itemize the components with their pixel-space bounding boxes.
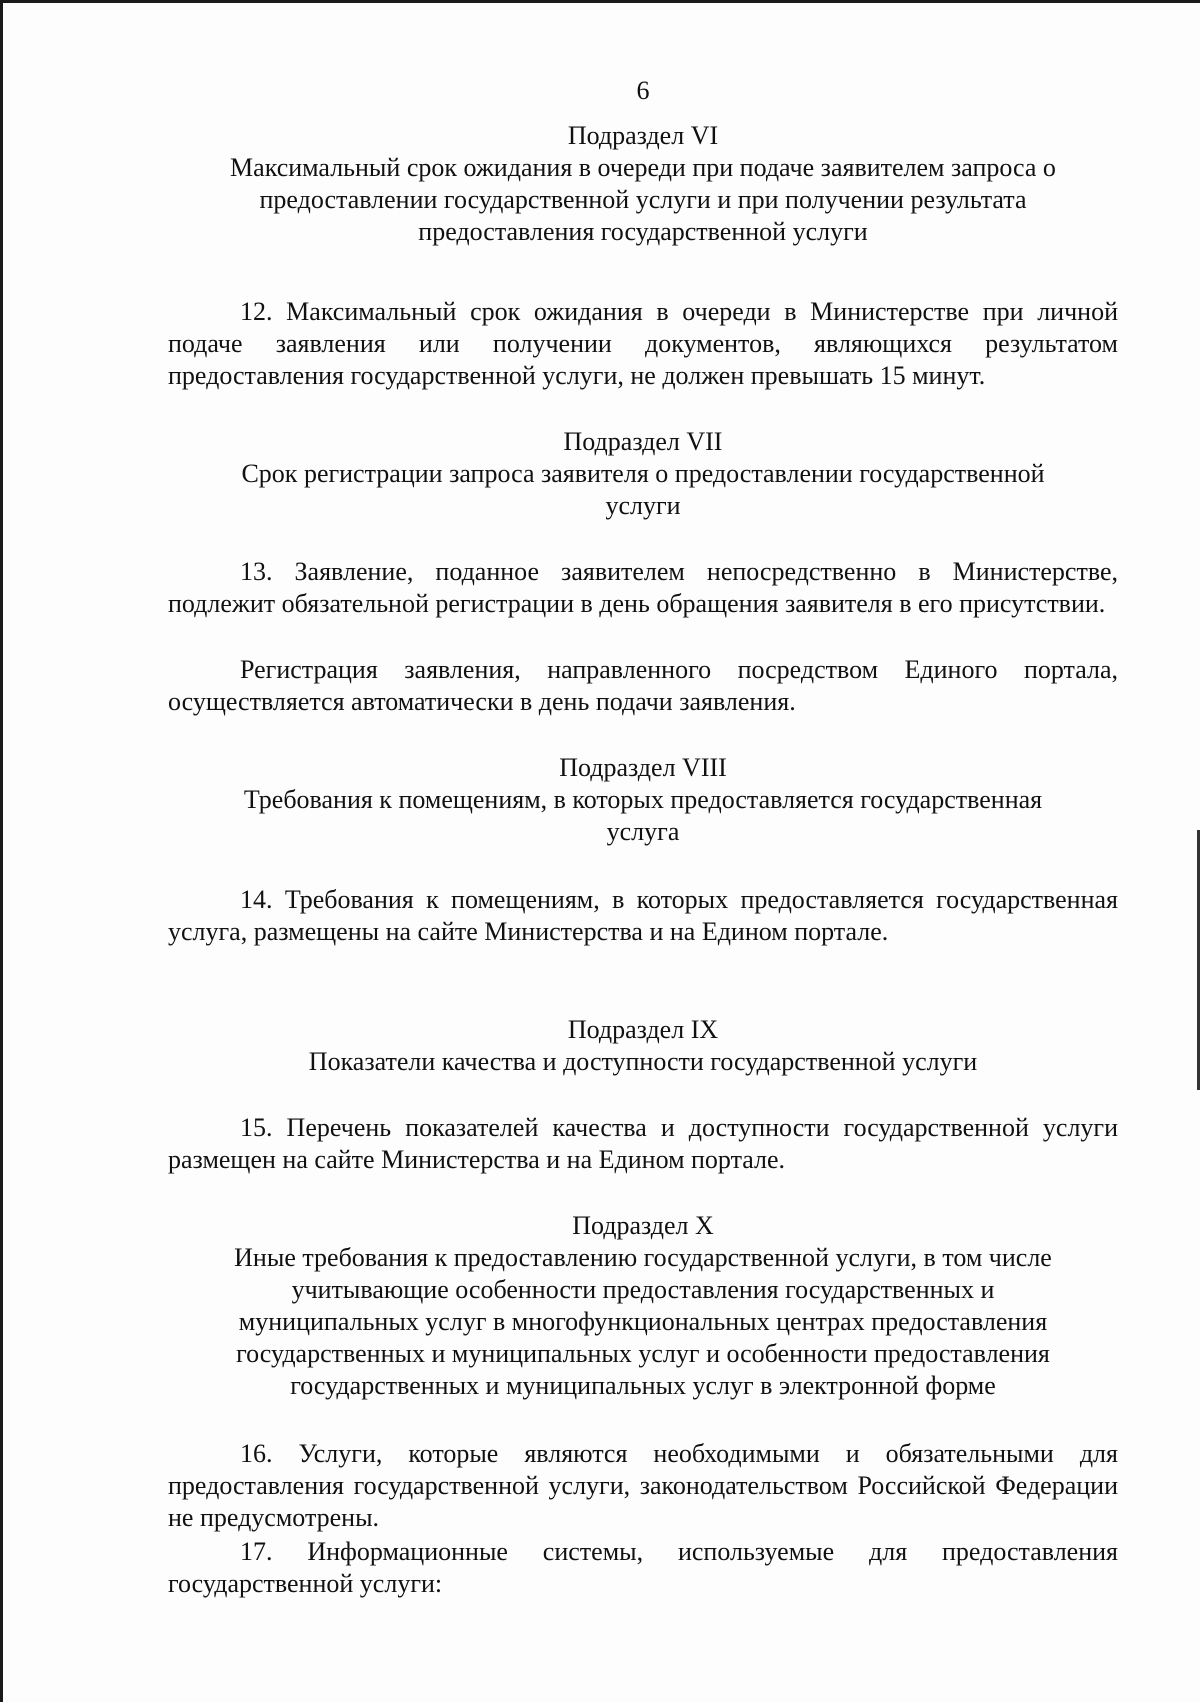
- section-8-heading: [168, 752, 1118, 848]
- page-number: 6: [636, 76, 650, 105]
- subsection-label: Подраздел VIII: [559, 753, 727, 782]
- section-title-line: Иные требования к предоставлению государственной услуги, в том числе: [234, 1243, 1052, 1272]
- section-title-line: учитывающие особенности предоставления государственных и: [291, 1275, 995, 1304]
- paragraph-12: 12. Максимальный срок ожидания в очереди в Министерстве при личной подаче заявления или получении документов, являющихся результатом предоставления государственной услуги, не должен превышать 15 минут.: [168, 297, 1118, 390]
- section-title-line: предоставлении государственной услуги и при получении результата: [259, 185, 1027, 214]
- paragraph-14: 14. Требования к помещениям, в которых предоставляется государственная услуга, размещены на сайте Министерства и на Едином портале.: [168, 885, 1118, 946]
- subsection-label: Подраздел X: [572, 1211, 714, 1240]
- section-title-line: Срок регистрации запроса заявителя о предоставлении государственной: [241, 459, 1045, 488]
- paragraph-16: 16. Услуги, которые являются необходимыми и обязательными для предоставления государственной услуги, законодательством Российской Федерации не предусмотрены.: [168, 1439, 1118, 1532]
- section-title-line: Показатели качества и доступности государственной услуги: [308, 1047, 978, 1076]
- section-title-line: государственных и муниципальных услуг и особенности предоставления: [236, 1339, 1050, 1368]
- subsection-label: Подраздел VII: [563, 427, 723, 456]
- paragraph-13-registration: Регистрация заявления, направленного посредством Единого портала, осуществляется автоматически в день подачи заявления.: [168, 655, 1118, 716]
- section-title-line: государственных и муниципальных услуг в электронной форме: [290, 1371, 996, 1400]
- section-title-line: Требования к помещениям, в которых предоставляется государственная: [243, 785, 1043, 814]
- section-title-line: муниципальных услуг в многофункциональных центрах предоставления: [238, 1307, 1048, 1336]
- scan-edge-left: [0, 0, 3, 1702]
- scan-edge-top: [0, 0, 1200, 3]
- section-title-line: Максимальный срок ожидания в очереди при подаче заявителем запроса о: [230, 153, 1056, 182]
- subsection-label: Подраздел IX: [567, 1015, 719, 1044]
- section-title-line: услуга: [606, 817, 680, 846]
- section-7-heading: [168, 426, 1118, 522]
- section-6-heading: [168, 120, 1118, 248]
- section-title-line: услуги: [605, 491, 681, 520]
- paragraph-15: 15. Перечень показателей качества и доступности государственной услуги размещен на сайте Министерства и на Едином портале.: [168, 1113, 1118, 1174]
- section-10-heading: [168, 1210, 1118, 1402]
- section-9-heading: [168, 1014, 1118, 1078]
- subsection-label: Подраздел VI: [567, 121, 719, 150]
- paragraph-13: 13. Заявление, поданное заявителем непосредственно в Министерстве, подлежит обязательной регистрации в день обращения заявителя в его присутствии.: [168, 557, 1118, 618]
- paragraph-17: 17. Информационные системы, используемые для предоставления государственной услуги:: [168, 1537, 1118, 1598]
- section-title-line: предоставления государственной услуги: [418, 217, 868, 246]
